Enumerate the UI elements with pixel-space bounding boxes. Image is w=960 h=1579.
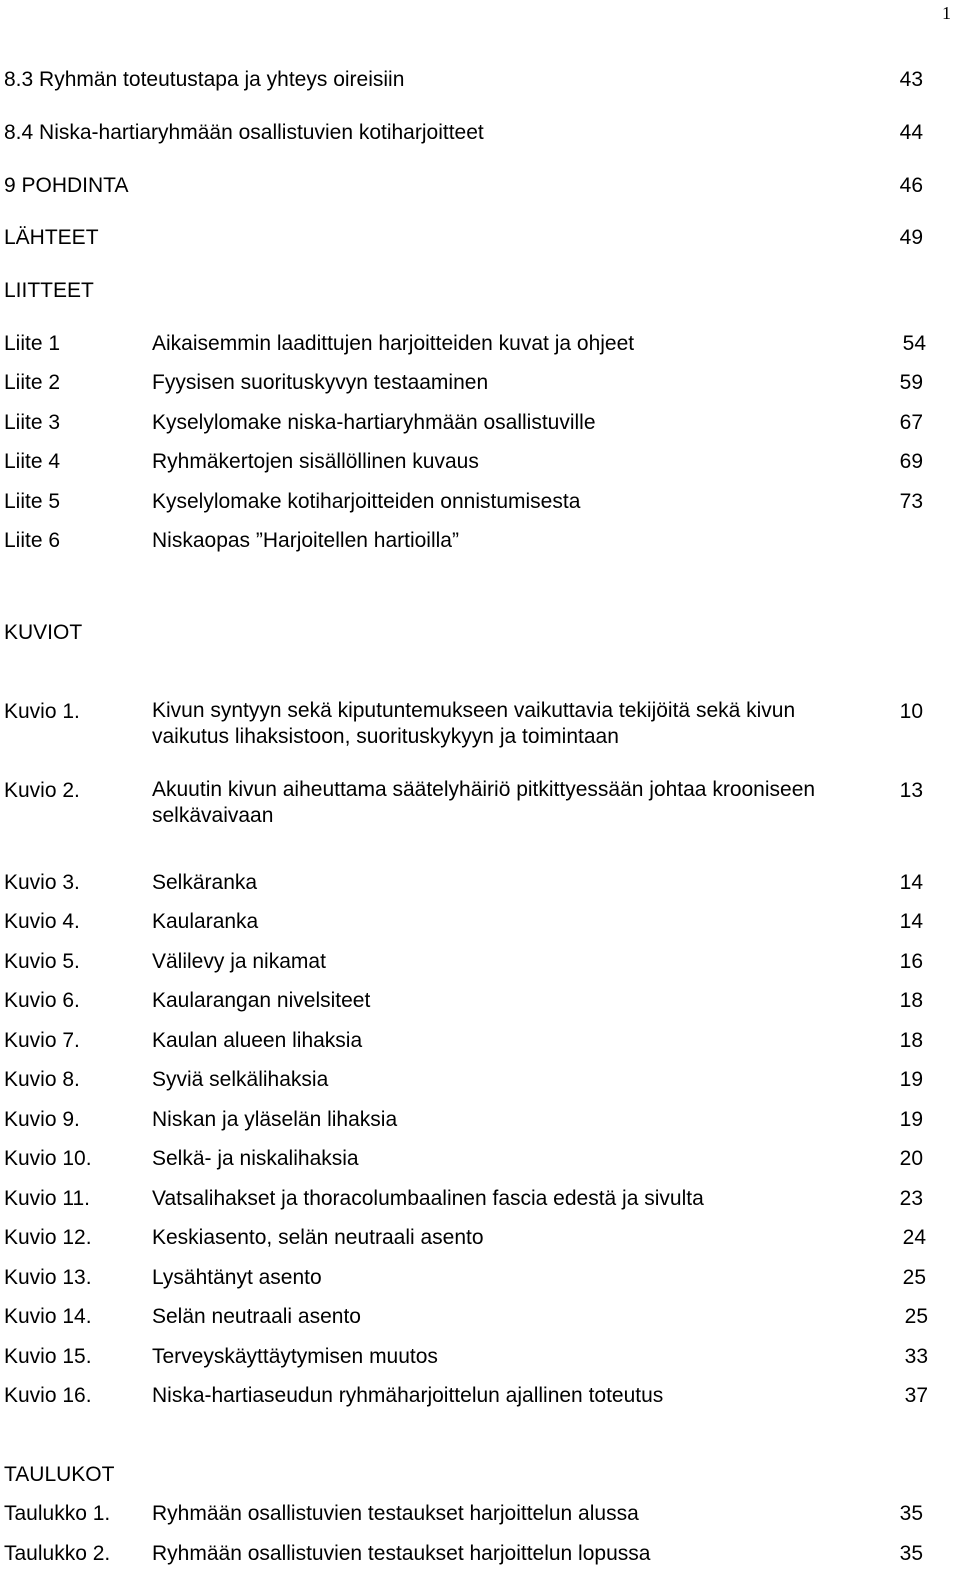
figure-label: Kuvio 2.	[4, 779, 80, 802]
table-title: Ryhmään osallistuvien testaukset harjoittelun alussa	[152, 1502, 639, 1525]
appendix-page: 59	[899, 371, 923, 394]
figure-label: Kuvio 14.	[4, 1305, 92, 1328]
figure-title: Syviä selkälihaksia	[152, 1068, 329, 1091]
figure-page: 18	[899, 989, 923, 1012]
figure-page: 10	[899, 700, 923, 723]
appendix-label: Liite 2	[4, 371, 61, 394]
figure-page: 37	[904, 1384, 928, 1407]
appendix-page: 67	[899, 411, 923, 434]
figure-page: 14	[899, 910, 923, 933]
page-number: 1	[942, 3, 951, 23]
appendix-page: 73	[899, 490, 923, 513]
figure-page: 25	[904, 1305, 928, 1328]
appendix-label: Liite 3	[4, 411, 61, 434]
appendix-title: Kyselylomake kotiharjoitteiden onnistumisesta	[152, 490, 581, 513]
appendix-label: Liite 4	[4, 450, 61, 473]
figure-page: 25	[902, 1266, 926, 1289]
appendix-title: Fyysisen suorituskyvyn testaaminen	[152, 371, 489, 394]
toc-entry-page: 44	[899, 121, 923, 144]
figure-title: Lysähtänyt asento	[152, 1266, 322, 1289]
figure-title: Selkä- ja niskalihaksia	[152, 1147, 359, 1170]
figure-page: 24	[902, 1226, 926, 1249]
section-heading-liitteet: LIITTEET	[4, 279, 94, 302]
figure-label: Kuvio 1.	[4, 700, 80, 723]
figure-title: Akuutin kivun aiheuttama säätelyhäiriö pitkittyessään johtaa krooniseen selkävaivaan	[152, 778, 816, 827]
figure-title: Kivun syntyyn sekä kiputuntemukseen vaikuttavia tekijöitä sekä kivun vaikutus lihaksistoon, suorituskykyyn ja toimintaan	[152, 699, 796, 748]
toc-entry-label: LÄHTEET	[4, 226, 99, 249]
figure-label: Kuvio 16.	[4, 1384, 92, 1407]
figure-page: 23	[899, 1187, 923, 1210]
figure-page: 33	[904, 1345, 928, 1368]
figure-label: Kuvio 10.	[4, 1147, 92, 1170]
figure-label: Kuvio 3.	[4, 871, 80, 894]
figure-title: Niskan ja yläselän lihaksia	[152, 1108, 398, 1131]
appendix-page: 69	[899, 450, 923, 473]
figure-title: Niska-hartiaseudun ryhmäharjoittelun ajallinen toteutus	[152, 1384, 664, 1407]
table-page: 35	[899, 1542, 923, 1565]
figure-title: Keskiasento, selän neutraali asento	[152, 1226, 484, 1249]
figure-label: Kuvio 8.	[4, 1068, 80, 1091]
toc-entry-label: 8.3 Ryhmän toteutustapa ja yhteys oireisiin	[4, 68, 405, 91]
figure-label: Kuvio 13.	[4, 1266, 92, 1289]
figure-label: Kuvio 5.	[4, 950, 80, 973]
section-heading-taulukot: TAULUKOT	[4, 1463, 115, 1486]
appendix-label: Liite 6	[4, 529, 61, 552]
figure-label: Kuvio 9.	[4, 1108, 80, 1131]
figure-label: Kuvio 15.	[4, 1345, 92, 1368]
figure-title: Vatsalihakset ja thoracolumbaalinen fascia edestä ja sivulta	[152, 1187, 704, 1210]
appendix-title: Kyselylomake niska-hartiaryhmään osallistuville	[152, 411, 596, 434]
appendix-title: Niskaopas ”Harjoitellen hartioilla”	[152, 529, 459, 552]
figure-label: Kuvio 7.	[4, 1029, 80, 1052]
toc-entry-label: 9 POHDINTA	[4, 174, 129, 197]
figure-title: Selän neutraali asento	[152, 1305, 361, 1328]
table-label: Taulukko 2.	[4, 1542, 111, 1565]
figure-page: 16	[899, 950, 923, 973]
figure-title: Terveyskäyttäytymisen muutos	[152, 1345, 438, 1368]
figure-label: Kuvio 6.	[4, 989, 80, 1012]
figure-page: 14	[899, 871, 923, 894]
toc-entry-label: 8.4 Niska-hartiaryhmään osallistuvien kotiharjoitteet	[4, 121, 484, 144]
figure-title: Selkäranka	[152, 871, 258, 894]
toc-entry-page: 43	[899, 68, 923, 91]
appendix-label: Liite 5	[4, 490, 61, 513]
figure-label: Kuvio 12.	[4, 1226, 92, 1249]
appendix-title: Aikaisemmin laadittujen harjoitteiden kuvat ja ohjeet	[152, 332, 635, 355]
figure-page: 13	[899, 779, 923, 802]
section-heading-kuviot: KUVIOT	[4, 621, 83, 644]
table-title: Ryhmään osallistuvien testaukset harjoittelun lopussa	[152, 1542, 651, 1565]
table-page: 35	[899, 1502, 923, 1525]
appendix-label: Liite 1	[4, 332, 61, 355]
figure-label: Kuvio 11.	[4, 1187, 90, 1210]
appendix-title: Ryhmäkertojen sisällöllinen kuvaus	[152, 450, 479, 473]
figure-page: 19	[899, 1068, 923, 1091]
figure-title: Kaularanka	[152, 910, 259, 933]
appendix-page: 54	[902, 332, 926, 355]
figure-label: Kuvio 4.	[4, 910, 80, 933]
toc-entry-page: 49	[899, 226, 923, 249]
figure-title: Kaulan alueen lihaksia	[152, 1029, 363, 1052]
figure-page: 18	[899, 1029, 923, 1052]
table-label: Taulukko 1.	[4, 1502, 111, 1525]
figure-page: 20	[899, 1147, 923, 1170]
figure-title: Välilevy ja nikamat	[152, 950, 326, 973]
figure-title: Kaularangan nivelsiteet	[152, 989, 371, 1012]
figure-page: 19	[899, 1108, 923, 1131]
toc-entry-page: 46	[899, 174, 923, 197]
